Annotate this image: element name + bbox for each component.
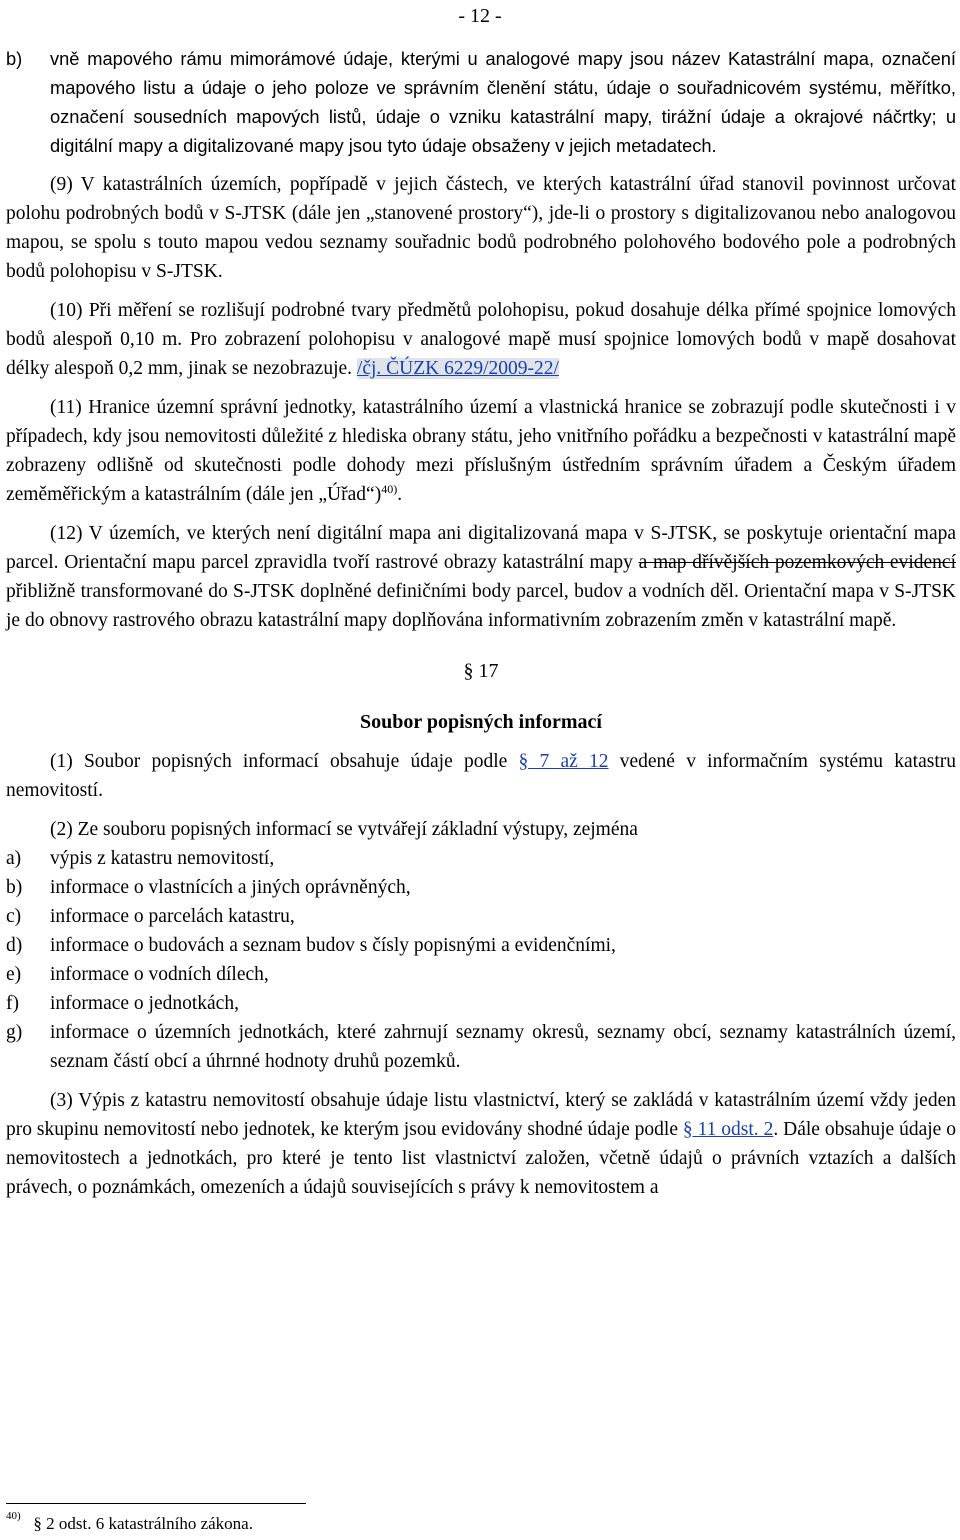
section-paragraph-3-text: (3) Výpis z katastru nemovitostí obsahuje údaje listu vlastnictví, který se zakládá v katastrálním území vždy jeden pro skupinu nemovitostí nebo jednotek, ke kterým jsou evidovány shodné údaje podle (6, 1090, 956, 1140)
list-text: informace o budovách a seznam budov s čísly popisnými a evidenčními, (50, 935, 616, 956)
output-list (6, 844, 956, 1076)
footnote-text: § 2 odst. 6 katastrálního zákona. (33, 1514, 253, 1533)
list-text: informace o vodních dílech, (50, 964, 269, 985)
list-item (6, 931, 956, 960)
section-paragraph-3-tail: . Dále obsahuje údaje o nemovitostech a jednotkách, pro které je tento list vlastnictví založen, včetně údajů o právních vztazích a dalších právech, o poznámkách, omezeních a údajů souvisejících s právy k nemovitostem a (6, 1119, 956, 1198)
list-item-b (6, 44, 956, 160)
list-label: d) (6, 935, 23, 956)
paragraph-9: (9) V katastrálních územích, popřípadě v jejich částech, ve kterých katastrální úřad stanovil povinnost určovat polohu podrobných bodů v S-JTSK (dále jen „stanovené prostory“), jde-li o prostory s digitalizovanou nebo analogovou mapou, se spolu s touto mapou vedou seznamy souřadnic bodů podrobného polohového bodového pole a podrobných bodů polohopisu v S-JTSK. (6, 174, 956, 282)
list-label: b) (6, 48, 23, 69)
section-title: Soubor popisných informací (360, 711, 602, 733)
footnote (6, 1512, 906, 1536)
footnote-mark: 40) (6, 1510, 21, 1522)
list-item (6, 873, 956, 902)
list-text: informace o územních jednotkách, které zahrnují seznamy okresů, seznamy obcí, seznamy katastrálních území, seznam částí obcí a úhrnné hodnoty druhů pozemků. (50, 1022, 956, 1072)
list-item (6, 844, 956, 873)
footnote-divider (6, 1503, 306, 1504)
paragraph-11-end: . (397, 484, 403, 505)
paragraph-12-part2: přibližně transformované do S-JTSK doplněné definičními body parcel, budov a vodních děl. Orientační mapa v S-JTSK je do obnovy rastrového obrazu katastrální mapy doplňována informativním zobrazením změn v katastrální mapě. (6, 581, 956, 631)
paragraph-12 (6, 519, 956, 635)
section-paragraph-3 (6, 1086, 956, 1202)
list-text: vně mapového rámu mimorámové údaje, kterými u analogové mapy jsou název Katastrální mapa, označení mapového listu a údaje o jeho poloze ve správním členění státu, údaje o souřadnicovém systému, měřítko, označení sousedních mapových listů, údaje o vzniku katastrální mapy, tirážní údaje a okrajové náčrtky; u digitální mapy a digitalizované mapy jsou tyto údaje obsaženy v jejich metadatech. (50, 48, 956, 156)
list-label: e) (6, 964, 22, 985)
page-number: - 12 - (458, 5, 502, 27)
section-link-7-12[interactable]: § 7 až 12 (518, 751, 609, 772)
document-body (6, 44, 956, 1202)
paragraph-12-part1: (12) V územích, ve kterých není digitální mapa ani digitalizovaná mapa v S-JTSK, se poskytuje orientační mapa parcel. Orientační mapu parcel zpravidla tvoří rastrové obrazy katastrální mapy (6, 523, 956, 573)
list-label: g) (6, 1022, 23, 1043)
reference-link[interactable]: /čj. ČÚZK 6229/2009-22/ (356, 358, 559, 379)
paragraph-11-text: (11) Hranice územní správní jednotky, katastrálního území a vlastnická hranice se zobrazují podle skutečnosti i v případech, kdy jsou nemovitosti důležité z hlediska obrany státu, jeho vnitřního pořádku a bezpečnosti v katastrální mapě zobrazeny odlišně od skutečnosti podle dohody mezi příslušným ústředním správním úřadem a Českým úřadem zeměměřickým a katastrálním (dále jen „Úřad“) (6, 397, 956, 505)
section-paragraph-1-text: (1) Soubor popisných informací obsahuje údaje podle (50, 751, 519, 772)
paragraph-11 (6, 393, 956, 509)
list-item (6, 960, 956, 989)
list-text: informace o vlastnících a jiných oprávněných, (50, 877, 411, 898)
list-label: c) (6, 906, 22, 927)
paragraph-10-text: (10) Při měření se rozlišují podrobné tvary předmětů polohopisu, pokud dosahuje délka přímé spojnice lomových bodů alespoň 0,10 m. Pro zobrazení polohopisu v analogové mapě musí spojnice lomových bodů v mapě dosahovat délky alespoň 0,2 mm, jinak se nezobrazuje. (6, 300, 956, 379)
list-label: b) (6, 877, 23, 898)
list-label: f) (6, 993, 19, 1014)
section-paragraph-1-tail: vedené v informačním systému katastru nemovitostí. (6, 751, 956, 801)
struck-text: a map dřívějších pozemkových evidencí (638, 552, 956, 573)
paragraph-10 (6, 296, 956, 383)
section-number: § 17 (463, 660, 499, 682)
list-text: výpis z katastru nemovitostí, (50, 848, 275, 869)
footnote-ref[interactable]: 40) (381, 482, 398, 496)
list-item (6, 902, 956, 931)
list-label: a) (6, 848, 22, 869)
list-item (6, 1018, 956, 1076)
section-link-11-2[interactable]: § 11 odst. 2 (682, 1119, 774, 1140)
list-text: informace o parcelách katastru, (50, 906, 295, 927)
list-item (6, 989, 956, 1018)
list-text: informace o jednotkách, (50, 993, 239, 1014)
section-paragraph-1 (6, 747, 956, 805)
section-paragraph-2: (2) Ze souboru popisných informací se vytvářejí základní výstupy, zejména (50, 819, 638, 840)
